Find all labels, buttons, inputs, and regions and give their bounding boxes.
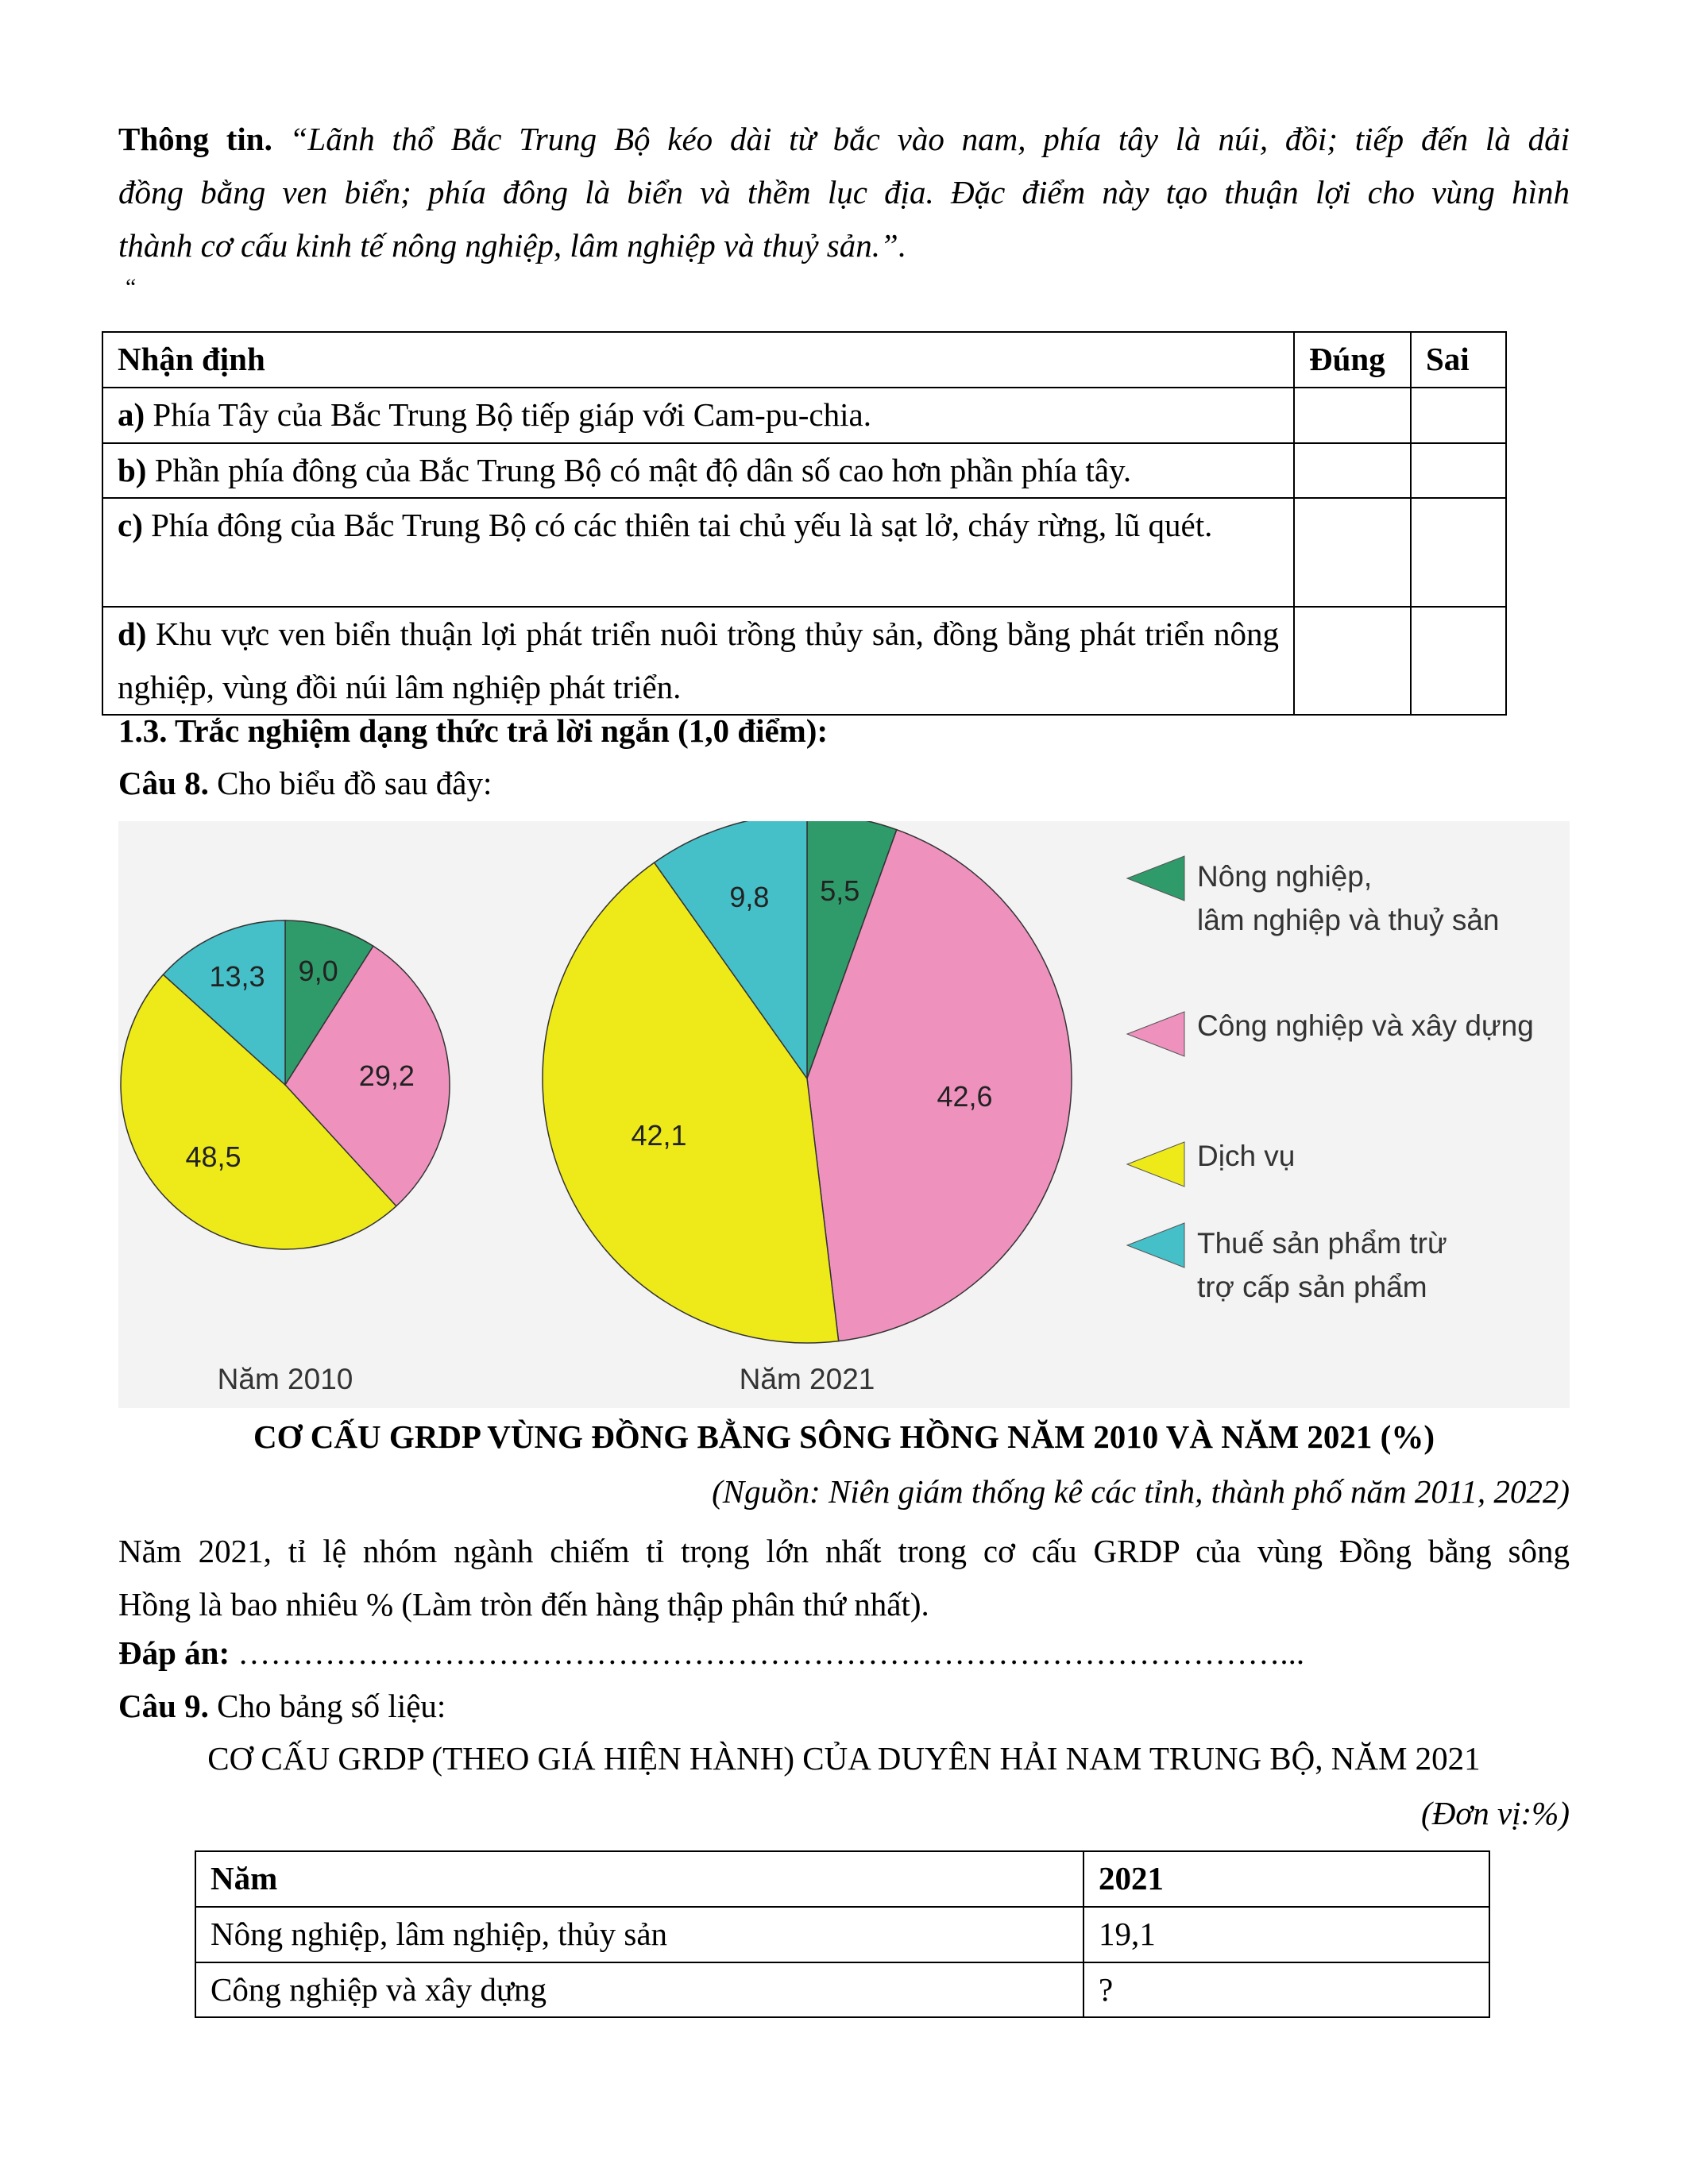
header-false: Sai [1411, 332, 1506, 388]
info-line-2: đồng bằng ven biển; phía đông là biển và thềm lục địa. Đặc điểm này tạo thuận lợi cho vùng hình [118, 174, 1570, 210]
question-8-intro: Câu 8. Cho biểu đồ sau đây: [118, 765, 492, 801]
slice-label: 9,8 [729, 880, 770, 913]
header-true: Đúng [1294, 332, 1411, 388]
header-year: 2021 [1083, 1851, 1489, 1907]
legend-swatch-icon [1127, 1223, 1184, 1268]
question-8-text: Năm 2021, tỉ lệ nhóm ngành chiếm tỉ trọng lớn nhất trong cơ cấu GRDP của vùng Đồng bằng sông Hồng là bao nhiêu % (Làm tròn đến hàng thập phân thứ nhất). [118, 1533, 1570, 1623]
chart-title: CƠ CẤU GRDP VÙNG ĐỒNG BẰNG SÔNG HỒNG NĂM 2010 VÀ NĂM 2021 (%) [253, 1418, 1435, 1455]
info-paragraph [118, 113, 1570, 272]
slice-label: 5,5 [820, 874, 860, 907]
table-row [102, 443, 1506, 498]
table-row [102, 388, 1506, 443]
statement-b: b) Phần phía đông của Bắc Trung Bộ có mật độ dân số cao hơn phần phía tây. [102, 443, 1294, 498]
stray-quote: “ [126, 274, 137, 300]
grdp-table [195, 1850, 1490, 2018]
slice-label: 48,5 [185, 1140, 241, 1174]
legend-item: Thuế sản phẩm trừ trợ cấp sản phẩm [1197, 1227, 1447, 1303]
slice-label: 42,6 [937, 1079, 993, 1113]
true-cell-c[interactable] [1294, 498, 1411, 607]
false-cell-d[interactable] [1411, 607, 1506, 715]
row-label: Công nghiệp và xây dựng [195, 1962, 1083, 2017]
pie-year-label: Năm 2021 [739, 1363, 875, 1395]
row-value: ? [1083, 1962, 1489, 2017]
row-value: 19,1 [1083, 1907, 1489, 1962]
header-statement: Nhận định [102, 332, 1294, 388]
chart-source: (Nguồn: Niên giám thống kê các tỉnh, thành phố năm 2011, 2022) [712, 1473, 1570, 1510]
legend-item: Dịch vụ [1197, 1140, 1296, 1172]
row-label: Nông nghiệp, lâm nghiệp, thủy sản [195, 1907, 1083, 1962]
statement-d: d) Khu vực ven biển thuận lợi phát triển nuôi trồng thủy sản, đồng bằng phát triển nông nghiệp, vùng đồi núi lâm nghiệp phát triển. [102, 607, 1294, 715]
false-cell-c[interactable] [1411, 498, 1506, 607]
legend-swatch-icon [1127, 1142, 1184, 1187]
legend-item: Công nghiệp và xây dựng [1197, 1009, 1534, 1042]
unit-label: (Đơn vị:%) [1421, 1795, 1570, 1831]
info-line-3: thành cơ cấu kinh tế nông nghiệp, lâm nghiệp và thuỷ sản.”. [118, 227, 907, 264]
true-cell-a[interactable] [1294, 388, 1411, 443]
pie-chart-panel [118, 821, 1570, 1408]
statement-c: c) Phía đông của Bắc Trung Bộ có các thiên tai chủ yếu là sạt lở, cháy rừng, lũ quét. [102, 498, 1294, 607]
table-title: CƠ CẤU GRDP (THEO GIÁ HIỆN HÀNH) CỦA DUYÊN HẢI NAM TRUNG BỘ, NĂM 2021 [207, 1740, 1481, 1777]
table-header-row [102, 332, 1506, 388]
answer-line[interactable]: Đáp án: ……………………………………………………………………………………... [118, 1634, 1305, 1671]
info-label: Thông tin. [118, 121, 272, 157]
true-cell-b[interactable] [1294, 443, 1411, 498]
false-cell-b[interactable] [1411, 443, 1506, 498]
table-row [102, 607, 1506, 715]
legend-item: Nông nghiệp, lâm nghiệp và thuỷ sản [1197, 860, 1500, 936]
legend-swatch-icon [1127, 856, 1184, 901]
table-row [195, 1907, 1489, 1962]
header-year-label: Năm [195, 1851, 1083, 1907]
table-row [195, 1962, 1489, 2017]
statement-a: a) Phía Tây của Bắc Trung Bộ tiếp giáp với Cam-pu-chia. [102, 388, 1294, 443]
slice-label: 29,2 [358, 1059, 415, 1092]
slice-label: 9,0 [298, 954, 338, 987]
table-row [102, 498, 1506, 607]
section-heading: 1.3. Trắc nghiệm dạng thức trả lời ngắn (1,0 điểm): [118, 712, 829, 749]
true-cell-d[interactable] [1294, 607, 1411, 715]
slice-label: 13,3 [209, 959, 265, 993]
pie-year-label: Năm 2010 [217, 1363, 353, 1395]
table-header-row [195, 1851, 1489, 1907]
info-line-1: “Lãnh thổ Bắc Trung Bộ kéo dài từ bắc vào nam, phía tây là núi, đồi; tiếp đến là dải [289, 121, 1570, 157]
true-false-table [102, 331, 1507, 716]
false-cell-a[interactable] [1411, 388, 1506, 443]
question-9-intro: Câu 9. Cho bảng số liệu: [118, 1688, 446, 1724]
legend-swatch-icon [1127, 1012, 1184, 1056]
slice-label: 42,1 [631, 1118, 687, 1152]
